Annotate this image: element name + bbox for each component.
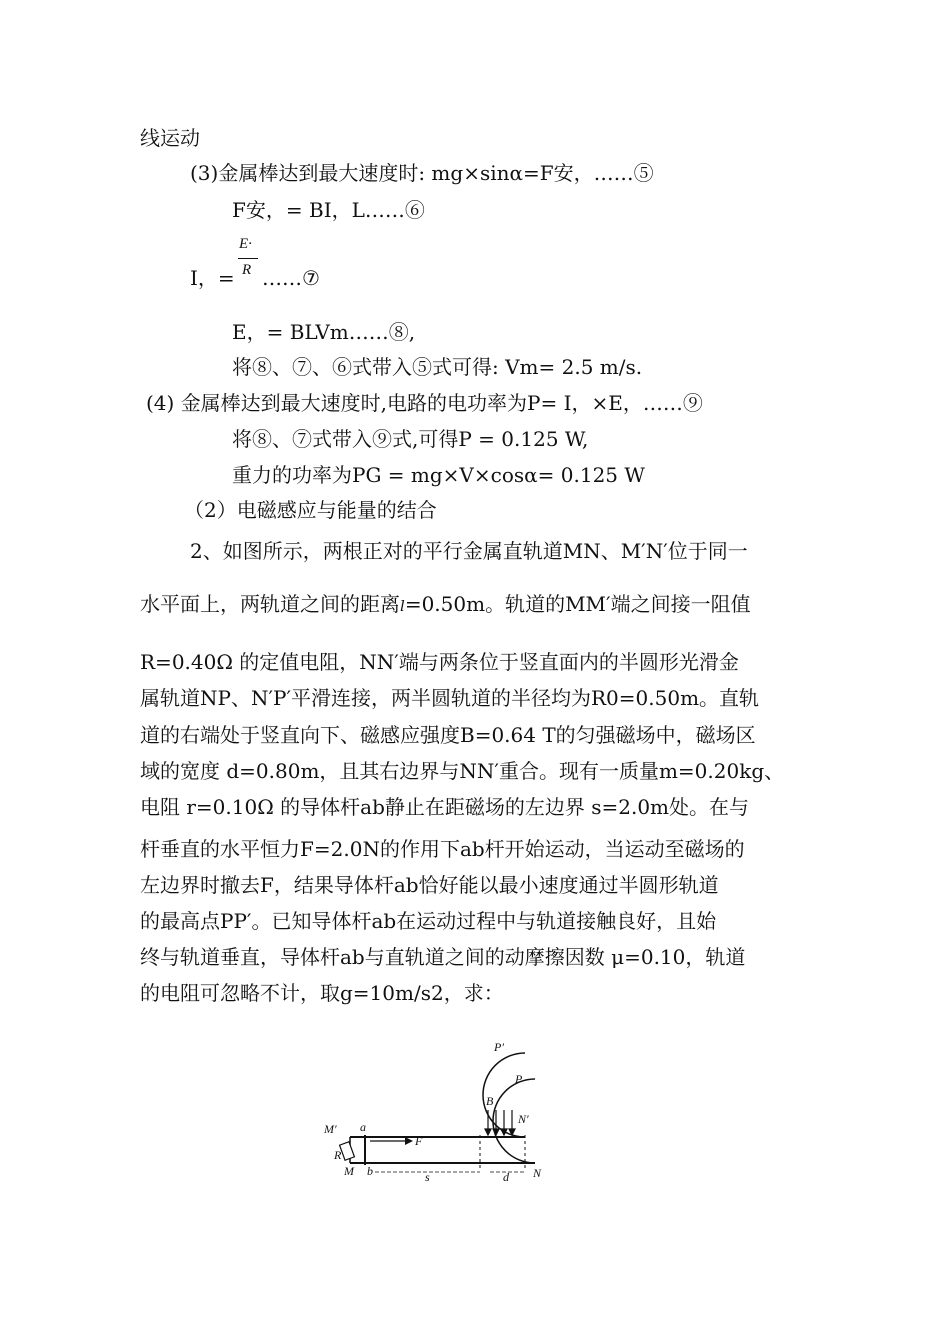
label-M: M [344,1164,354,1178]
rail-diagram [320,1035,580,1185]
problem-line-4: 属轨道NP、N′P′平滑连接，两半圆轨道的半径均为R0=0.50m。直轨 [140,686,760,710]
section-heading: （2）电磁感应与能量的结合 [184,498,437,522]
solution-line-6: 将⑧、⑦、⑥式带入⑤式可得: Vm= 2.5 m/s. [232,355,643,379]
label-N-prime: N′ [518,1112,529,1126]
problem-line-11: 终与轨道垂直，导体杆ab与直轨道之间的动摩擦因数 μ=0.10，轨道 [140,945,746,969]
field-arrows [485,1110,515,1135]
problem-line-2-a: 水平面上，两轨道之间的距离 [140,592,400,616]
fraction-denominator: R [242,262,252,278]
resistor [340,1142,355,1160]
distance-symbol: l [400,597,405,615]
problem-line-3: R=0.40Ω 的定值电阻，NN′端与两条位于竖直面内的半圆形光滑金 [140,650,739,674]
problem-line-5: 道的右端处于竖直向下、磁感应强度B=0.64 T的匀强磁场中，磁场区 [140,723,756,747]
label-N: N [533,1166,542,1180]
force-arrowhead [405,1137,413,1145]
semicircle-outer [493,1079,535,1163]
label-P: P [515,1072,523,1086]
problem-line-7: 电阻 r=0.10Ω 的导体杆ab静止在距磁场的左边界 s=2.0m处。在与 [140,795,750,819]
problem-line-6: 域的宽度 d=0.80m，且其右边界与NN′重合。现有一质量m=0.20kg、 [140,759,785,783]
solution-line-8: 将⑧、⑦式带入⑨式,可得P = 0.125 W, [232,427,589,451]
solution-line-9: 重力的功率为PG = mg×V×cosα= 0.125 W [232,463,645,487]
fraction-bar [238,258,258,259]
label-s: s [425,1170,430,1184]
label-R: R [334,1148,342,1162]
solution-line-4-prefix: I，= [190,266,235,290]
label-M-prime: M′ [324,1122,337,1136]
solution-line-1: 线运动 [140,126,200,150]
solution-line-3: F安，= BI，L……⑥ [232,198,425,222]
label-b: b [367,1164,373,1178]
problem-line-2-b: =0.50m。轨道的MM′端之间接一阻值 [404,592,751,616]
solution-line-4-suffix: ……⑦ [262,266,320,290]
problem-line-9: 左边界时撤去F，结果导体杆ab恰好能以最小速度通过半圆形轨道 [140,873,719,897]
solution-line-5: E，= BLVm……⑧, [232,320,416,344]
fraction-numerator: E· [239,236,252,252]
solution-line-2: (3)金属棒达到最大速度时: mg×sinα=F安，……⑤ [190,161,654,185]
label-B: B [486,1094,494,1108]
label-a: a [360,1120,366,1134]
problem-line-8: 杆垂直的水平恒力F=2.0N的作用下ab杆开始运动，当运动至磁场的 [140,837,745,861]
problem-line-2 [140,590,751,620]
solution-line-7: (4) 金属棒达到最大速度时,电路的电功率为P= I，×E，……⑨ [146,391,703,415]
problem-line-10: 的最高点PP′。已知导体杆ab在运动过程中与轨道接触良好，且始 [140,909,717,933]
label-P-prime: P′ [494,1040,504,1054]
problem-line-1: 2、如图所示，两根正对的平行金属直轨道MN、M′N′位于同一 [190,539,748,563]
problem-line-12: 的电阻可忽略不计，取g=10m/s2，求： [140,981,504,1005]
label-F: F [415,1134,423,1148]
label-d: d [503,1170,509,1184]
